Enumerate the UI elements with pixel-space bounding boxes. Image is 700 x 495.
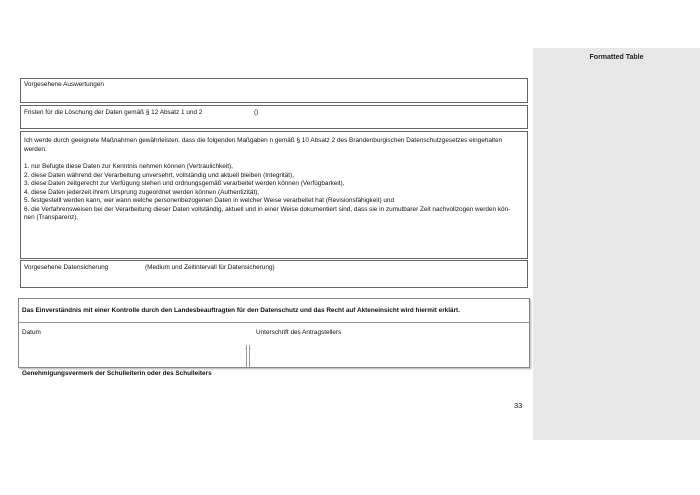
approval-label: Genehmigungsvermerk der Schulleiterin oder des Schulleiters <box>22 370 212 377</box>
page-number: 33 <box>514 401 523 410</box>
measure-item: 4. diese Daten jederzeit ihrem Ursprung zugeordnet werden können (Authentizität), <box>24 188 260 196</box>
measures-intro-line-1: Ich werde durch geeignete Maßnahmen gewährleisten, dass die folgenden Maßgaben n gemäß § 10 Absatz 2 des Brandenburgischen Datenschutzgesetzes eingehalten <box>24 137 503 144</box>
backup-hint: (Medium und Zeitintervall für Datensicherung) <box>145 264 275 271</box>
measure-item: 1. nur Befugte diese Daten zur Kenntnis nehmen können (Vertraulichkeit), <box>24 163 233 170</box>
date-signature-divider <box>249 345 250 367</box>
signature-label: Unterschrift des Antragstellers <box>256 329 342 336</box>
date-signature-divider <box>246 345 247 367</box>
measure-item: nen (Transparenz). <box>24 214 79 221</box>
measure-item: 3. diese Daten zeitgerecht zur Verfügung stehen und ordnungsgemäß verarbeitet werden können (Verfügbarkeit), <box>24 180 345 187</box>
backup-row[interactable] <box>20 260 528 288</box>
deletion-label: Fristen für die Löschung der Daten gemäß § 12 Absatz 1 und 2 <box>24 109 203 116</box>
comments-pane <box>533 48 700 440</box>
measure-item: 5. festgestellt werden kann, wer wann welche personenbezogenen Daten in welcher Weise verarbeitet hat (Revisionsfähigkeit) und <box>24 197 395 204</box>
deletion-hint: () <box>254 109 259 116</box>
measure-item: 2. diese Daten während der Verarbeitung unversehrt, vollständig und aktuell bleiben (Integrität), <box>24 171 294 179</box>
date-field[interactable] <box>21 341 243 365</box>
evaluations-row[interactable] <box>20 78 528 103</box>
measure-item: 6. die Verfahrensweisen bei der Verarbeitung dieser Daten vollständig, aktuell und in einer Weise dokumentiert sind, dass sie in zumutbarer Zeit nachvollzogen werden kön- <box>24 205 511 213</box>
deletion-row[interactable] <box>20 105 528 129</box>
date-label: Datum <box>22 329 41 336</box>
measures-row[interactable] <box>20 131 528 259</box>
signature-field[interactable] <box>253 341 525 365</box>
measures-text <box>24 137 524 223</box>
evaluations-label: Vorgesehene Auswertungen <box>24 81 104 88</box>
comments-pane-title: Formatted Table <box>589 54 644 61</box>
backup-label: Vorgesehene Datensicherung <box>24 264 109 271</box>
consent-text: Das Einverständnis mit einer Kontrolle durch den Landesbeauftragten für den Datenschutz und das Recht auf Akteneinsicht wird hiermit erklärt. <box>22 307 460 314</box>
measures-intro-line-2: werden: <box>24 145 47 153</box>
consent-box <box>18 298 530 368</box>
divider <box>19 322 529 323</box>
